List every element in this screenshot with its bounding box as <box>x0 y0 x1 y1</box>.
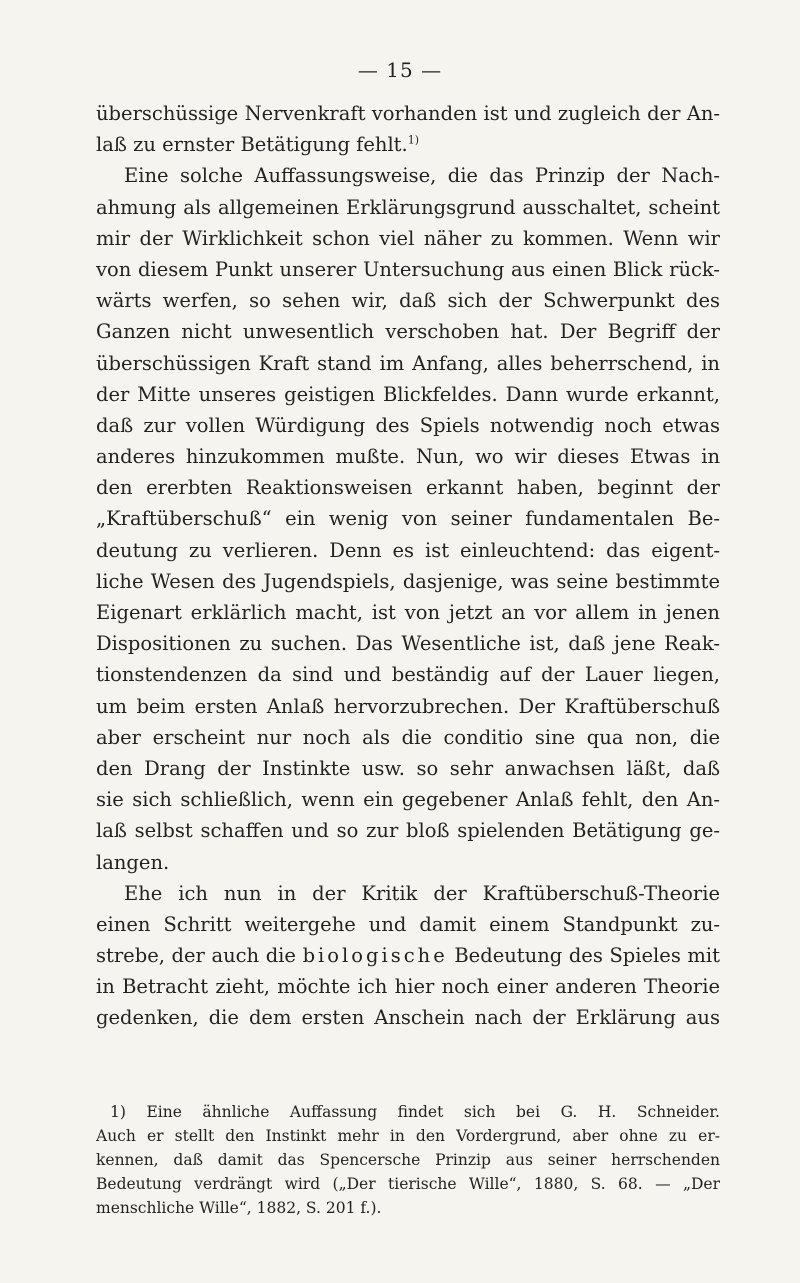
text-line: einen Schritt weitergehe und damit einem Standpunkt zu- <box>96 912 720 936</box>
body-text <box>96 98 720 1034</box>
text-line-content: Bedeutung des Spieles mit <box>454 944 720 968</box>
text-line: Ehe ich nun in der Kritik der Kraftüberschuß-Theorie <box>124 881 720 905</box>
footnote <box>96 1100 720 1220</box>
text-line: Dispositionen zu suchen. Das Wesentliche ist, daß jene Reak- <box>96 632 720 656</box>
text-line: den ererbten Reaktionsweisen erkannt haben, beginnt der <box>96 476 720 500</box>
text-line: wärts werfen, so sehen wir, daß sich der Schwerpunkt des <box>96 289 720 313</box>
footnote-line: menschliche Wille“, 1882, S. 201 f.). <box>96 1199 382 1217</box>
text-line-content: laß zu ernster Betätigung fehlt. <box>96 133 408 157</box>
text-line: „Kraftüberschuß“ ein wenig von seiner fundamentalen Be- <box>96 507 720 531</box>
text-line <box>96 129 720 160</box>
text-line: Eigenart erklärlich macht, ist von jetzt an vor allem in jenen <box>96 601 720 624</box>
text-line: anderes hinzukommen mußte. Nun, wo wir dieses Etwas in <box>96 445 720 469</box>
footnote-reference: 1) <box>407 133 420 147</box>
footnote-line: 1) Eine ähnliche Auffassung findet sich bei G. H. Schneider. <box>110 1103 720 1121</box>
text-line: von diesem Punkt unserer Untersuchung aus einen Blick rück- <box>96 257 720 281</box>
text-line: sie sich schließlich, wenn ein gegebener Anlaß fehlt, den An- <box>96 788 720 812</box>
footnote-line: Bedeutung verdrängt wird („Der tierische Wille“, 1880, S. 68. — „Der <box>96 1175 720 1193</box>
text-line: der Mitte unseres geistigen Blickfeldes. Dann wurde erkannt, <box>96 382 720 406</box>
text-line: gedenken, die dem ersten Anschein nach der Erklärung aus <box>96 1006 720 1030</box>
text-line: langen. <box>96 850 170 874</box>
text-line: den Drang der Instinkte usw. so sehr anwachsen läßt, daß <box>96 756 720 780</box>
text-line-content: strebe, der auch die <box>96 944 296 968</box>
text-line: überschüssigen Kraft stand im Anfang, alles beherrschend, in <box>96 351 720 375</box>
text-line: aber erscheint nur noch als die conditio sine qua non, die <box>96 725 720 749</box>
page-number: — 15 — <box>357 58 443 82</box>
text-line: ahmung als allgemeinen Erklärungsgrund ausschaltet, scheint <box>96 195 720 219</box>
footnote-line: Auch er stellt den Instinkt mehr in den Vordergrund, aber ohne zu er- <box>96 1127 720 1145</box>
text-line: deutung zu verlieren. Denn es ist einleuchtend: das eigent- <box>96 538 720 562</box>
text-line: um beim ersten Anlaß hervorzubrechen. Der Kraftüberschuß <box>96 694 720 718</box>
text-line: überschüssige Nervenkraft vorhanden ist und zugleich der An- <box>96 102 720 125</box>
text-line: tionstendenzen da sind und beständig auf der Lauer liegen, <box>96 663 720 687</box>
text-line: Ganzen nicht unwesentlich verschoben hat. Der Begriff der <box>96 320 720 344</box>
text-line: mir der Wirklichkeit schon viel näher zu kommen. Wenn wir <box>96 226 720 250</box>
emphasized-word: biologische <box>302 944 448 968</box>
text-line: in Betracht zieht, möchte ich hier noch einer anderen Theorie <box>96 975 720 999</box>
text-line: daß zur vollen Würdigung des Spiels notwendig noch etwas <box>96 413 720 437</box>
footnote-line: kennen, daß damit das Spencersche Prinzip aus seiner herrschenden <box>96 1151 720 1169</box>
text-line: Eine solche Auffassungsweise, die das Prinzip der Nach- <box>124 164 720 188</box>
text-line: liche Wesen des Jugendspiels, dasjenige, was seine bestimmte <box>96 569 720 593</box>
text-line: laß selbst schaffen und so zur bloß spielenden Betätigung ge- <box>96 819 720 843</box>
text-line <box>96 940 720 971</box>
